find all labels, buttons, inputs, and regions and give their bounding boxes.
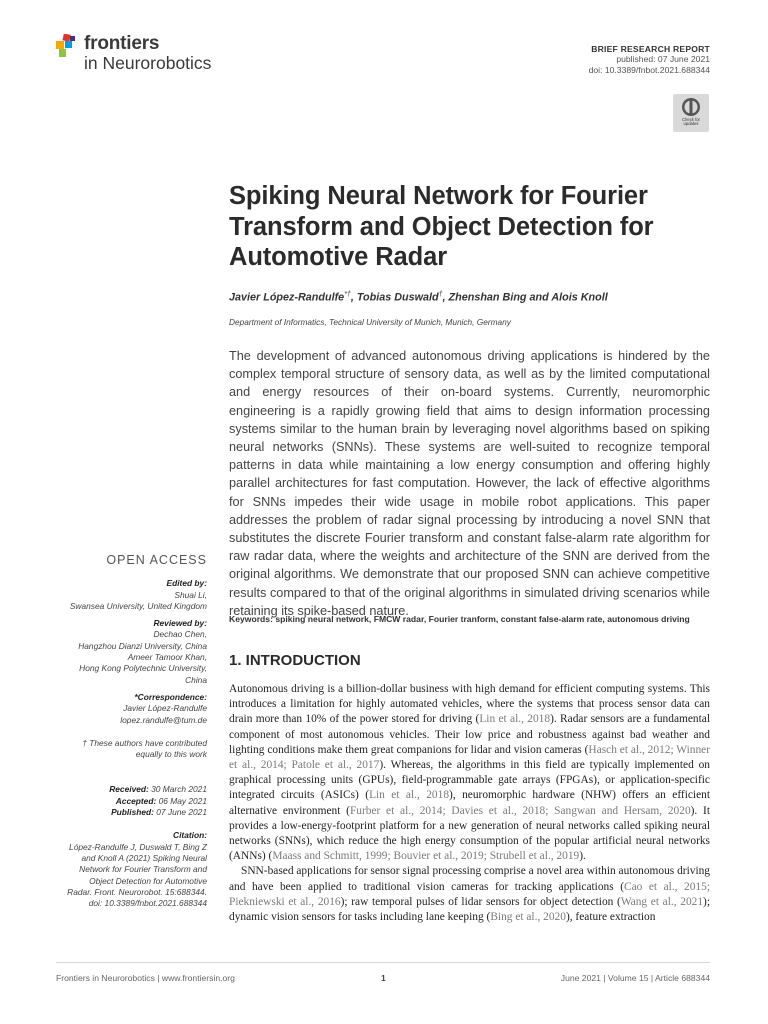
journal-logo[interactable] xyxy=(56,34,211,73)
author-separator: , xyxy=(442,291,449,304)
check-updates-label-line-2: updates xyxy=(683,121,699,127)
citation-link[interactable]: Maass and Schmitt, 1999; Bouvier et al., 2019; Strubell et al., 2019 xyxy=(272,850,580,863)
author-separator: and xyxy=(526,291,552,304)
published-date: published: 07 June 2021 xyxy=(616,54,710,65)
footer-divider xyxy=(56,962,710,963)
contribution-note xyxy=(40,738,207,761)
received-value: 30 March 2021 xyxy=(148,784,207,795)
check-updates-label xyxy=(682,118,700,127)
affiliation: Department of Informatics, Technical University of Munich, Munich, Germany xyxy=(229,317,511,327)
correspondent-name: Javier López-Randulfe xyxy=(123,703,207,714)
author-name[interactable]: Zhenshan Bing xyxy=(448,291,527,304)
open-access-label: OPEN ACCESS xyxy=(106,553,207,567)
check-updates-icon xyxy=(681,97,701,117)
contribution-note-line: equally to this work xyxy=(135,749,207,760)
reviewer-name: Dechao Chen, xyxy=(153,629,207,640)
received-label: Received: xyxy=(109,784,149,795)
body-text-run: ), neuromorphic hardware (NHW) offers an efficient alternative environment ( xyxy=(229,789,711,817)
keywords: Keywords: spiking neural network, FMCW radar, Fourier tranform, constant false-alarm rate, autonomous driving xyxy=(229,614,690,624)
author-mark: † xyxy=(438,291,443,298)
edited-by-block xyxy=(40,578,207,612)
logo-journal-name: in Neurorobotics xyxy=(84,53,212,73)
citation-link[interactable]: Furber et al., 2014; Davies et al., 2018; Sangwan and Hersam, 2020 xyxy=(349,804,691,817)
article-title: Spiking Neural Network for Fourier Transform and Object Detection for Automotive Radar xyxy=(229,182,654,272)
check-updates-label-line-1: Check for xyxy=(682,117,700,122)
abstract: The development of advanced autonomous driving applications is hindered by the complex temporal structure of sensory data, as well as by the limited computational and energy resources of their on-board systems. Currently, neuromorphic engineering is a rapidly growing field that aims to design information processing systems similar to the human brain by leveraging novel algorithms based on spiking neural networks (SNNs). These systems are well-suited to recognize temporal patterns in data while maintaining a low energy consumption and offering highly parallel architectures for fast computation. However, the lack of effective algorithms for SNNs impedes their wide usage in mobile robot applications. This paper addresses the problem of radar signal processing by introducing a novel SNN that substitutes the discrete Fourier transform and constant false-alarm rate algorithm for raw radar data, where the weights and architecture of the SNN are derived from the original algorithms. We demonstrate that our proposed SNN can achieve competitive results compared to that of the original algorithms in simulated driving scenarios while retaining its spike-based nature. xyxy=(229,349,710,618)
author-name[interactable]: Alois Knoll xyxy=(551,291,608,304)
page-number: 1 xyxy=(381,973,386,983)
body-text-run: ). Radar sensors are a fundamental component of most autonomous vehicles. Their low price and robustness against bad weather and lighting conditions make them great companions for lidar and vision cameras ( xyxy=(229,713,710,756)
published-date-sidebar xyxy=(40,807,207,818)
article-meta-header xyxy=(589,44,710,75)
body-text-run: ); dynamic vision sensors for tasks including lane keeping ( xyxy=(229,895,710,924)
check-for-updates-button[interactable] xyxy=(673,94,709,132)
citation-link[interactable]: Wang et al., 2021 xyxy=(620,895,704,908)
body-text-run: ); raw temporal pulses of lidar sensors for object detection ( xyxy=(340,895,621,908)
doi[interactable]: doi: 10.3389/fnbot.2021.688344 xyxy=(588,64,710,75)
received-date xyxy=(40,784,207,795)
author-name[interactable]: Tobias Duswald xyxy=(356,291,439,304)
body-text-run: SNN-based applications for sensor signal processing comprise a novel area within autonomous driving and have been applied to traditional vision cameras for tracking applications ( xyxy=(229,865,710,893)
body-text-run: ). xyxy=(579,850,586,863)
contribution-note-line: † These authors have contributed xyxy=(82,737,207,748)
accepted-value: 06 May 2021 xyxy=(156,795,207,806)
accepted-date xyxy=(40,796,207,807)
citation-line: and Knoll A (2021) Spiking Neural xyxy=(81,852,207,863)
body-paragraph xyxy=(229,864,710,925)
body-text-run: Autonomous driving is a billion-dollar business with high demand for efficient computing systems. This introduces a limitation for highly automated vehicles, where the systems that process sensor data can drain more than 10% of the power stored for driving ( xyxy=(229,683,710,726)
reviewer-affiliation: Hong Kong Polytechnic University, xyxy=(79,663,207,674)
citation-link[interactable]: Cao et al., 2015; Piekniewski et al., 2016 xyxy=(229,880,710,908)
author-separator: , xyxy=(350,291,357,304)
footer-issue: June 2021 | Volume 15 | Article 688344 xyxy=(560,973,710,983)
correspondence-block xyxy=(40,692,207,726)
footer-journal[interactable]: Frontiers in Neurorobotics | www.frontiersin.org xyxy=(56,973,235,983)
author-mark: *† xyxy=(344,291,351,298)
citation-line: López-Randulfe J, Duswald T, Bing Z xyxy=(69,841,207,852)
article-sidebar xyxy=(40,555,207,915)
body-text-run: ), feature extraction xyxy=(565,911,656,924)
dates-block xyxy=(40,784,207,818)
citation-line: Network for Fourier Transform and xyxy=(79,864,207,875)
reviewed-by-label: Reviewed by: xyxy=(153,618,207,629)
citation-link[interactable]: Hasch et al., 2012; Winner et al., 2014; Patole et al., 2017 xyxy=(229,743,710,772)
citation-block xyxy=(40,830,207,909)
citation-doi[interactable]: doi: 10.3389/fnbot.2021.688344 xyxy=(88,898,207,909)
accepted-label: Accepted: xyxy=(115,795,157,806)
body-text-run: ). Whereas, the algorithms in this field are typically implemented on graphical processing units (GPUs), field-programmable gate arrays (FPGAs), or application-specific integrated circuits (ASICs) ( xyxy=(229,759,710,802)
citation-link[interactable]: Bing et al., 2020 xyxy=(490,911,566,924)
author-name[interactable]: Javier López-Randulfe xyxy=(229,291,345,304)
citation-label: Citation: xyxy=(173,830,207,841)
body-paragraph xyxy=(229,682,710,864)
citation-line: Object Detection for Automotive xyxy=(89,875,207,886)
reviewed-by-block xyxy=(40,618,207,686)
citation-line: Radar. Front. Neurorobot. 15:688344. xyxy=(67,886,207,897)
citation-link[interactable]: Lin et al., 2018 xyxy=(369,789,450,802)
section-body xyxy=(229,682,710,925)
reviewer-affiliation: China xyxy=(185,674,207,685)
reviewer-name: Ameer Tamoor Khan, xyxy=(127,652,207,663)
editor-affiliation: Swansea University, United Kingdom xyxy=(69,600,207,611)
author-list xyxy=(229,291,608,304)
published-label: Published: xyxy=(111,807,154,818)
article-type: BRIEF RESEARCH REPORT xyxy=(591,44,710,54)
logo-brand: frontiers xyxy=(84,33,160,54)
section-heading: 1. INTRODUCTION xyxy=(229,652,361,669)
edited-by-label: Edited by: xyxy=(166,578,207,589)
citation-link[interactable]: Lin et al., 2018 xyxy=(479,713,551,726)
frontiers-logo-icon xyxy=(56,34,80,58)
body-text-run: ). It provides a low-energy-footprint platform for a new generation of neural networks called spiking neural networks (SNNs), which reduce the high energy consumption of the popular artificial neural networks (ANNs) ( xyxy=(229,804,710,863)
editor-name: Shuai Li, xyxy=(174,589,207,600)
correspondent-email[interactable]: lopez.randulfe@tum.de xyxy=(120,714,207,725)
reviewer-affiliation: Hangzhou Dianzi University, China xyxy=(78,640,207,651)
correspondence-label: *Correspondence: xyxy=(134,691,207,702)
published-value: 07 June 2021 xyxy=(153,807,207,818)
